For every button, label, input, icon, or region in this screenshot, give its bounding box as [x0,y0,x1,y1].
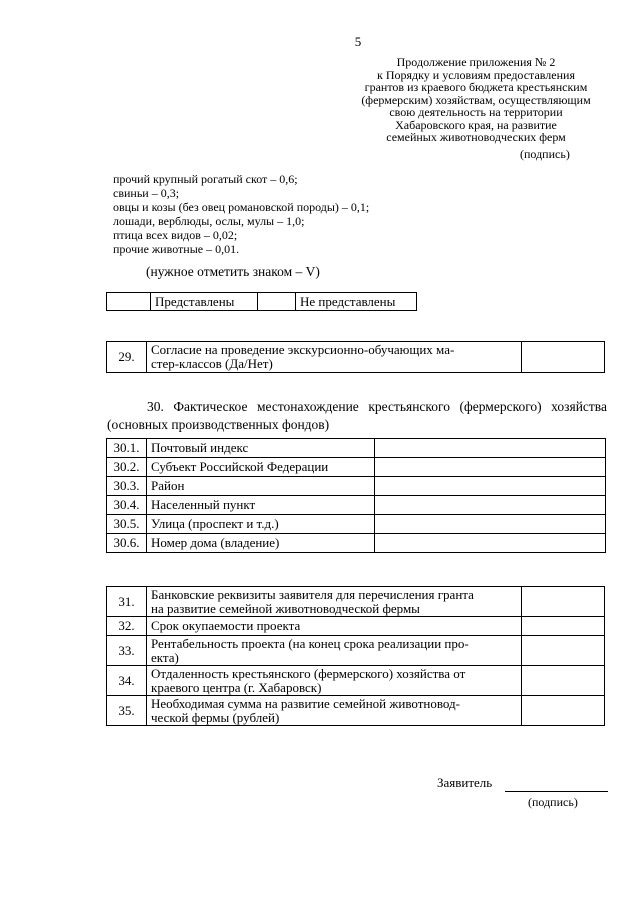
row-number: 31. [107,587,147,617]
row-label [147,696,522,726]
row-label: Субъект Российской Федерации [147,458,375,477]
distance-field[interactable] [522,666,605,696]
header-line: свою деятельность на территории [389,105,563,119]
signature-note-top: (подпись) [520,147,570,161]
row-label [147,666,522,696]
table-row [107,636,605,666]
coefficient-item: овцы и козы (без овец романовской породы) – 0,1; [113,200,370,214]
payback-period-field[interactable] [522,617,605,636]
row-label-line: ческой фермы (рублей) [151,709,280,725]
section-30-title: 30. Фактическое местонахождение крестьянского (фермерского) хозяйства (основных производственных фондов) [107,399,607,432]
row-label-line: Срок окупаемости проекта [151,618,301,633]
row-label: Номер дома (владение) [147,534,375,553]
row-label: Почтовый индекс [147,439,375,458]
page-number: 5 [354,34,362,49]
header-line: к Порядку и условиям предоставления [377,67,575,82]
presented-label: Представлены [151,293,258,311]
not-presented-checkbox[interactable] [258,293,296,311]
row-label-line: Необходимая сумма на развитие семейной животновод- [151,695,460,711]
table-row [107,477,606,496]
item-29-value-field[interactable] [522,342,605,373]
table-row [107,617,605,636]
items-31-35-table [106,586,605,726]
row-number: 30.4. [107,496,147,515]
coefficient-item: лошади, верблюды, ослы, мулы – 1,0; [113,214,305,228]
presented-checkbox[interactable] [107,293,151,311]
row-label-line: Рентабельность проекта (на конец срока реализации про- [151,635,469,651]
not-presented-label: Не представлены [296,293,417,311]
row-number: 30.2. [107,458,147,477]
row-number: 30.1. [107,439,147,458]
row-number: 32. [107,617,147,636]
item-label [147,342,522,373]
table-row [107,666,605,696]
table-row [107,696,605,726]
row-label [147,587,522,617]
header-line: грантов из краевого бюджета крестьянским [364,80,588,94]
table-row [107,515,606,534]
table-row [107,587,605,617]
postal-code-field[interactable] [375,439,606,458]
district-field[interactable] [375,477,606,496]
item-label-line: Согласие на проведение экскурсионно-обучающих ма- [151,342,455,357]
row-number: 30.5. [107,515,147,534]
row-label [147,636,522,666]
signature-note-bottom: (подпись) [528,795,578,809]
row-label-line: екта) [151,649,179,665]
street-field[interactable] [375,515,606,534]
header-line: (фермерским) хозяйствам, осуществляющим [361,92,591,107]
row-label: Улица (проспект и т.д.) [147,515,375,534]
header-line: Хабаровского края, на развитие [395,117,557,132]
table-row [107,439,606,458]
settlement-field[interactable] [375,496,606,515]
row-label: Населенный пункт [147,496,375,515]
row-number: 30.3. [107,477,147,496]
row-label: Район [147,477,375,496]
bank-details-field[interactable] [522,587,605,617]
item-label-line: стер-классов (Да/Нет) [151,356,273,371]
row-number: 33. [107,636,147,666]
documents-choice-table [106,292,417,311]
profitability-field[interactable] [522,636,605,666]
row-number: 35. [107,696,147,726]
coefficient-item: прочий крупный рогатый скот – 0,6; [113,172,298,186]
required-amount-field[interactable] [522,696,605,726]
row-label-line: Банковские реквизиты заявителя для перечисления гранта [151,586,474,602]
row-number: 30.6. [107,534,147,553]
header-line: Продолжение приложения № 2 [396,55,556,69]
table-row [107,496,606,515]
item-number: 29. [107,342,147,373]
mark-note: (нужное отметить знаком – V) [146,264,320,279]
federal-subject-field[interactable] [375,458,606,477]
row-label [147,617,522,636]
coefficient-item: птица всех видов – 0,02; [113,228,238,242]
house-number-field[interactable] [375,534,606,553]
row-number: 34. [107,666,147,696]
coefficient-list [113,172,369,256]
item-29-table [106,341,605,373]
location-table [106,438,606,553]
table-row [107,534,606,553]
header-line: семейных животноводческих ферм [386,130,566,144]
row-label-line: краевого центра (г. Хабаровск) [151,679,322,695]
appendix-header [352,56,600,144]
applicant-label: Заявитель [437,775,493,790]
row-label-line: на развитие семейной животноводческой фермы [151,600,420,616]
row-label-line: Отдаленность крестьянского (фермерского) хозяйства от [151,665,466,681]
applicant-signature-line[interactable] [505,791,608,792]
coefficient-item: свиньи – 0,3; [113,186,180,200]
table-row [107,458,606,477]
coefficient-item: прочие животные – 0,01. [113,242,240,256]
